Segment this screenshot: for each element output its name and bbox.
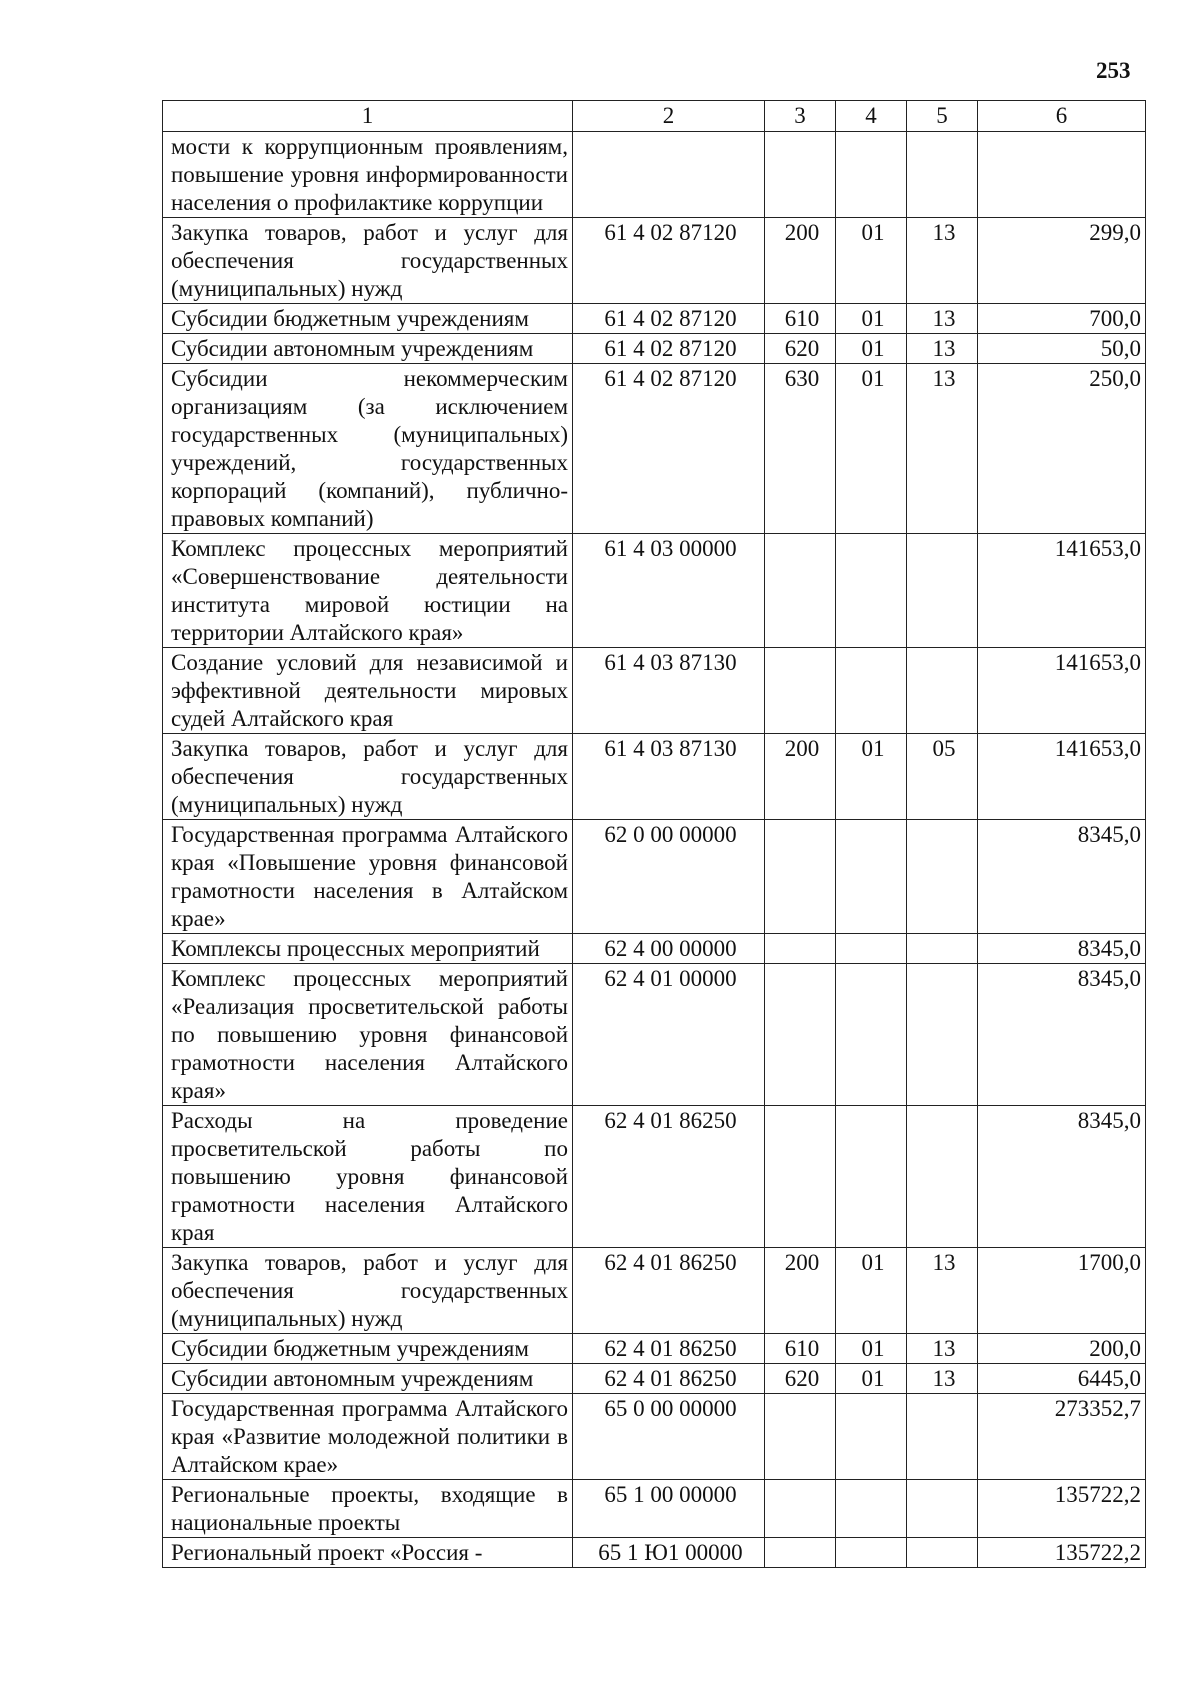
target-code-cell: 62 4 01 00000 xyxy=(573,964,765,1106)
target-code-cell: 62 4 01 86250 xyxy=(573,1364,765,1394)
section-cell: 01 xyxy=(836,218,907,304)
subsection-cell xyxy=(907,534,978,648)
table-row xyxy=(163,964,1146,1106)
subsection-cell xyxy=(907,132,978,218)
expense-type-cell xyxy=(765,1480,836,1538)
expense-type-cell xyxy=(765,534,836,648)
amount-cell: 273352,7 xyxy=(978,1394,1146,1480)
item-name-cell: Субсидии бюджетным учреждениям xyxy=(163,1334,573,1364)
target-code-cell: 61 4 02 87120 xyxy=(573,218,765,304)
table-row xyxy=(163,304,1146,334)
item-name-cell: Государственная программа Алтайского края «Повышение уровня финансовой грамотности населения в Алтайском крае» xyxy=(163,820,573,934)
section-cell xyxy=(836,534,907,648)
amount-cell: 8345,0 xyxy=(978,1106,1146,1248)
header-col-4: 4 xyxy=(836,101,907,132)
item-name-cell: Региональный проект «Россия - xyxy=(163,1538,573,1568)
item-name-cell: Государственная программа Алтайского края «Развитие молодежной политики в Алтайском крае» xyxy=(163,1394,573,1480)
expense-type-cell: 620 xyxy=(765,334,836,364)
subsection-cell: 13 xyxy=(907,1364,978,1394)
expense-type-cell: 630 xyxy=(765,364,836,534)
expense-type-cell: 200 xyxy=(765,218,836,304)
table-row xyxy=(163,334,1146,364)
header-col-3: 3 xyxy=(765,101,836,132)
item-name-cell: Закупка товаров, работ и услуг для обеспечения государственных (муниципальных) нужд xyxy=(163,734,573,820)
amount-cell: 1700,0 xyxy=(978,1248,1146,1334)
section-cell: 01 xyxy=(836,1248,907,1334)
target-code-cell: 62 4 00 00000 xyxy=(573,934,765,964)
amount-cell: 141653,0 xyxy=(978,648,1146,734)
subsection-cell: 13 xyxy=(907,1248,978,1334)
expense-type-cell xyxy=(765,648,836,734)
table-row xyxy=(163,1248,1146,1334)
item-name-cell: Комплекс процессных мероприятий «Реализация просветительской работы по повышению уровня финансовой грамотности населения Алтайского края» xyxy=(163,964,573,1106)
target-code-cell: 62 4 01 86250 xyxy=(573,1248,765,1334)
amount-cell: 6445,0 xyxy=(978,1364,1146,1394)
amount-cell: 141653,0 xyxy=(978,734,1146,820)
section-cell: 01 xyxy=(836,304,907,334)
header-col-5: 5 xyxy=(907,101,978,132)
item-name-cell: Субсидии бюджетным учреждениям xyxy=(163,304,573,334)
expense-type-cell xyxy=(765,964,836,1106)
section-cell xyxy=(836,132,907,218)
subsection-cell: 05 xyxy=(907,734,978,820)
section-cell xyxy=(836,648,907,734)
expense-type-cell xyxy=(765,1538,836,1568)
amount-cell: 135722,2 xyxy=(978,1538,1146,1568)
expense-type-cell: 610 xyxy=(765,1334,836,1364)
target-code-cell: 61 4 02 87120 xyxy=(573,304,765,334)
table-row xyxy=(163,1334,1146,1364)
header-col-6: 6 xyxy=(978,101,1146,132)
header-col-2: 2 xyxy=(573,101,765,132)
item-name-cell: Субсидии автономным учреждениям xyxy=(163,334,573,364)
amount-cell: 8345,0 xyxy=(978,964,1146,1106)
item-name-cell: Создание условий для независимой и эффективной деятельности мировых судей Алтайского края xyxy=(163,648,573,734)
table-row xyxy=(163,934,1146,964)
amount-cell: 299,0 xyxy=(978,218,1146,304)
target-code-cell: 65 1 00 00000 xyxy=(573,1480,765,1538)
table-header-row xyxy=(163,101,1146,132)
subsection-cell xyxy=(907,648,978,734)
table-row xyxy=(163,734,1146,820)
section-cell xyxy=(836,1480,907,1538)
subsection-cell: 13 xyxy=(907,304,978,334)
subsection-cell xyxy=(907,934,978,964)
item-name-cell: Субсидии некоммерческим организациям (за исключением государственных (муниципальных) учреждений, государственных корпораций (компаний), публично-правовых компаний) xyxy=(163,364,573,534)
subsection-cell: 13 xyxy=(907,1334,978,1364)
table-row xyxy=(163,1394,1146,1480)
subsection-cell: 13 xyxy=(907,218,978,304)
section-cell: 01 xyxy=(836,334,907,364)
subsection-cell xyxy=(907,1106,978,1248)
budget-table xyxy=(162,100,1146,1568)
amount-cell: 8345,0 xyxy=(978,934,1146,964)
table-row xyxy=(163,132,1146,218)
expense-type-cell xyxy=(765,820,836,934)
amount-cell: 135722,2 xyxy=(978,1480,1146,1538)
table-row xyxy=(163,364,1146,534)
table-row xyxy=(163,820,1146,934)
target-code-cell: 65 1 Ю1 00000 xyxy=(573,1538,765,1568)
target-code-cell: 61 4 03 87130 xyxy=(573,648,765,734)
page-number: 253 xyxy=(1096,58,1131,83)
header-col-1: 1 xyxy=(163,101,573,132)
target-code-cell: 65 0 00 00000 xyxy=(573,1394,765,1480)
amount-cell: 8345,0 xyxy=(978,820,1146,934)
expense-type-cell xyxy=(765,1394,836,1480)
section-cell: 01 xyxy=(836,734,907,820)
section-cell xyxy=(836,1394,907,1480)
table-row xyxy=(163,648,1146,734)
section-cell xyxy=(836,1106,907,1248)
table-body xyxy=(163,101,1146,1568)
table-row xyxy=(163,1106,1146,1248)
section-cell xyxy=(836,820,907,934)
target-code-cell: 61 4 02 87120 xyxy=(573,364,765,534)
amount-cell: 200,0 xyxy=(978,1334,1146,1364)
section-cell: 01 xyxy=(836,1364,907,1394)
amount-cell: 141653,0 xyxy=(978,534,1146,648)
expense-type-cell: 610 xyxy=(765,304,836,334)
table-row xyxy=(163,534,1146,648)
expense-type-cell xyxy=(765,132,836,218)
subsection-cell: 13 xyxy=(907,334,978,364)
item-name-cell: Комплексы процессных мероприятий xyxy=(163,934,573,964)
amount-cell xyxy=(978,132,1146,218)
subsection-cell xyxy=(907,1394,978,1480)
subsection-cell xyxy=(907,964,978,1106)
table-row xyxy=(163,1364,1146,1394)
item-name-cell: Субсидии автономным учреждениям xyxy=(163,1364,573,1394)
expense-type-cell: 200 xyxy=(765,1248,836,1334)
item-name-cell: Комплекс процессных мероприятий «Совершенствование деятельности института мировой юстиции на территории Алтайского края» xyxy=(163,534,573,648)
expense-type-cell xyxy=(765,934,836,964)
amount-cell: 250,0 xyxy=(978,364,1146,534)
target-code-cell: 61 4 03 00000 xyxy=(573,534,765,648)
section-cell: 01 xyxy=(836,364,907,534)
item-name-cell: Региональные проекты, входящие в национальные проекты xyxy=(163,1480,573,1538)
expense-type-cell: 200 xyxy=(765,734,836,820)
item-name-cell: Закупка товаров, работ и услуг для обеспечения государственных (муниципальных) нужд xyxy=(163,1248,573,1334)
subsection-cell xyxy=(907,820,978,934)
target-code-cell: 61 4 03 87130 xyxy=(573,734,765,820)
target-code-cell: 62 4 01 86250 xyxy=(573,1334,765,1364)
amount-cell: 700,0 xyxy=(978,304,1146,334)
section-cell xyxy=(836,1538,907,1568)
expense-type-cell xyxy=(765,1106,836,1248)
section-cell xyxy=(836,934,907,964)
target-code-cell: 62 0 00 00000 xyxy=(573,820,765,934)
expense-type-cell: 620 xyxy=(765,1364,836,1394)
table-row xyxy=(163,218,1146,304)
subsection-cell: 13 xyxy=(907,364,978,534)
amount-cell: 50,0 xyxy=(978,334,1146,364)
table-row xyxy=(163,1538,1146,1568)
subsection-cell xyxy=(907,1480,978,1538)
section-cell: 01 xyxy=(836,1334,907,1364)
item-name-cell: мости к коррупционным проявлениям, повышение уровня информированности населения о профилактике коррупции xyxy=(163,132,573,218)
target-code-cell: 62 4 01 86250 xyxy=(573,1106,765,1248)
target-code-cell xyxy=(573,132,765,218)
section-cell xyxy=(836,964,907,1106)
item-name-cell: Расходы на проведение просветительской работы по повышению уровня финансовой грамотности населения Алтайского края xyxy=(163,1106,573,1248)
target-code-cell: 61 4 02 87120 xyxy=(573,334,765,364)
subsection-cell xyxy=(907,1538,978,1568)
table-row xyxy=(163,1480,1146,1538)
item-name-cell: Закупка товаров, работ и услуг для обеспечения государственных (муниципальных) нужд xyxy=(163,218,573,304)
